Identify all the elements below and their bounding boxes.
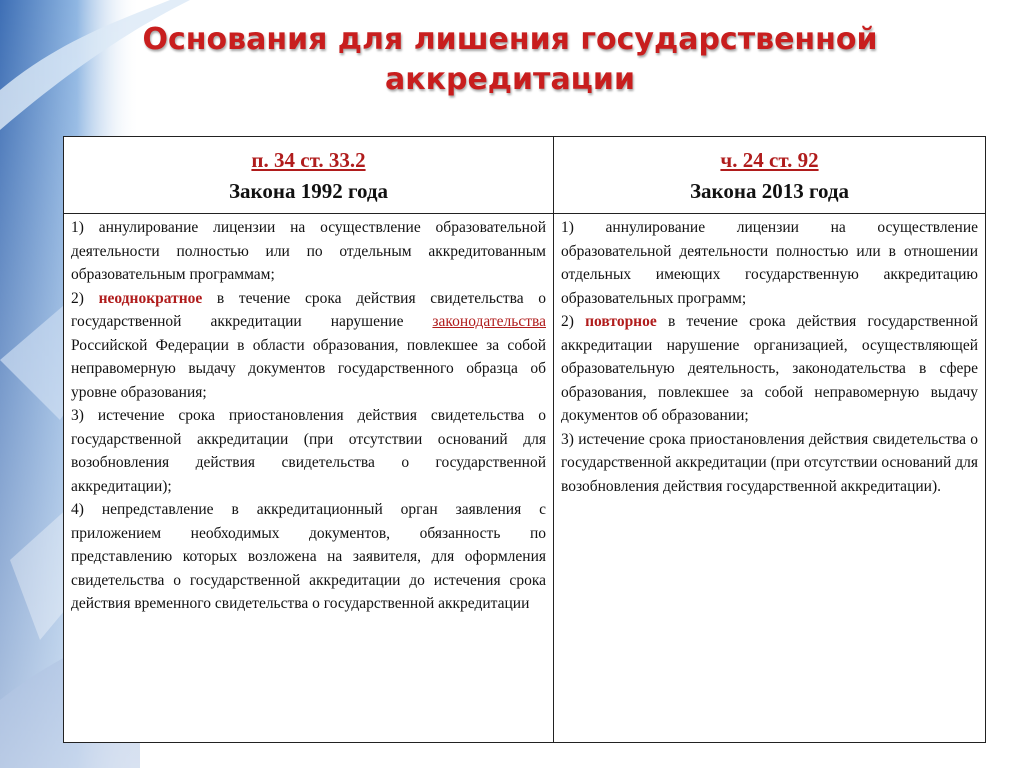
header-ref-1992: п. 34 ст. 33.2	[251, 148, 366, 172]
item-text: в течение срока действия государственной аккредитации нарушение организацией, осуществляющей образовательную деятельность, законодательства в сфере образования, повлекшее за собой неправомерную выдачу документов об образовании;	[561, 313, 978, 424]
item-prefix: 2)	[71, 289, 99, 307]
title-line-1: Основания для лишения государственной	[142, 22, 878, 57]
comparison-table	[63, 136, 986, 743]
cell-2013-grounds	[554, 214, 986, 743]
list-item: 1) аннулирование лицензии на осуществление образовательной деятельности полностью или по отдельным аккредитованным образовательным программам;	[71, 219, 546, 283]
header-ref-2013: ч. 24 ст. 92	[720, 148, 819, 172]
title-line-2: аккредитации	[385, 62, 635, 97]
table-header-row	[64, 137, 986, 214]
list-item	[71, 287, 546, 405]
table-body-row	[64, 214, 986, 743]
cell-1992-grounds	[64, 214, 554, 743]
list-item: 4) непредставление в аккредитационный орган заявления с приложением необходимых документов, обязанность по представлению которых возложена на заявителя, для оформления свидетельства о государственной аккредитации до истечения срока действия временного свидетельства о государственной аккредитации	[71, 501, 546, 612]
list-item	[561, 310, 978, 428]
legislation-link[interactable]: законодательства	[432, 313, 546, 330]
header-law-2013	[554, 137, 986, 214]
item-prefix: 2)	[561, 313, 586, 330]
page-title	[60, 20, 960, 100]
header-law-1992	[64, 137, 554, 214]
list-item: 3) истечение срока приостановления действия свидетельства о государственной аккредитации (при отсутствии оснований для возобновления действия свидетельства о государственной аккредитации);	[71, 407, 546, 495]
list-item: 1) аннулирование лицензии на осуществление образовательной деятельности полностью или в отношении отдельных имеющих государственную аккредитацию образовательных программ;	[561, 219, 978, 307]
item-text: Российской Федерации в области образования, повлекшее за собой неправомерную выдачу документов государственного образца об уровне образования;	[71, 336, 546, 401]
item-text: в течение срока действия свидетельства о государственной аккредитации нарушение	[71, 289, 546, 330]
header-law-title-2013: Закона 2013 года	[689, 179, 850, 203]
highlight-repeated: повторное	[585, 313, 657, 330]
list-item: 3) истечение срока приостановления действия свидетельства о государственной аккредитации (при отсутствии оснований для возобновления действия государственной аккредитации).	[561, 430, 978, 495]
header-law-title-1992: Закона 1992 года	[228, 179, 389, 203]
highlight-repeated: неоднократное	[98, 289, 203, 307]
